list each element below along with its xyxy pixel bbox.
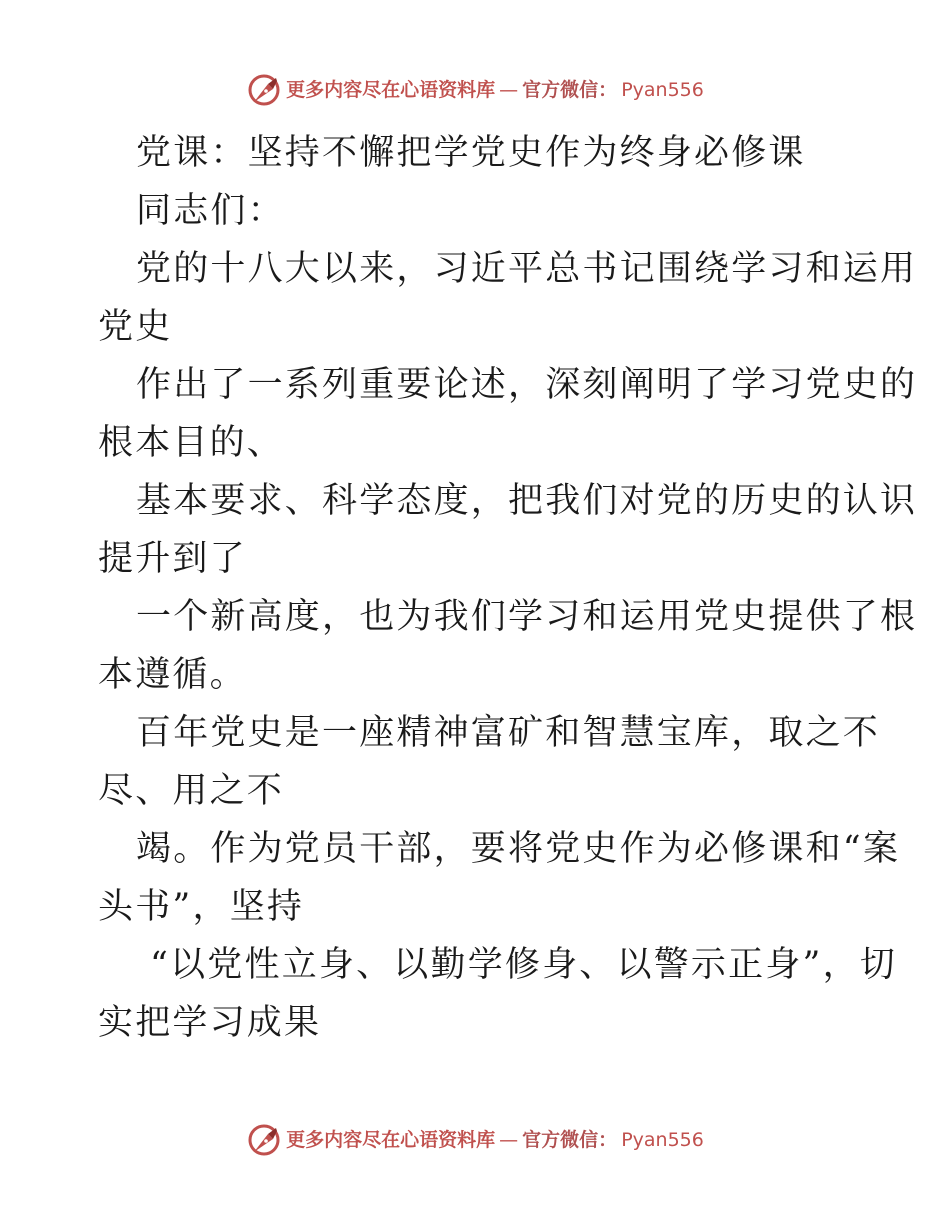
paragraph-line: 基本要求、科学态度，把我们对党的历史的认识 <box>136 481 918 521</box>
paragraph-line: 尽、用之不 <box>98 771 285 811</box>
banner-dash: — <box>499 79 519 101</box>
pen-logo-icon <box>246 1122 282 1158</box>
header-banner <box>0 70 950 110</box>
paragraph-line: 作出了一系列重要论述，深刻阐明了学习党史的 <box>136 365 918 405</box>
paragraph-line: 竭。作为党员干部，要将党史作为必修课和“案 <box>136 829 901 869</box>
banner-wechat-id: Pyan556 <box>621 1129 704 1151</box>
paragraph-line: 头书”，坚持 <box>98 887 305 927</box>
salutation: 同志们： <box>136 191 285 231</box>
banner-label: 官方微信： <box>522 79 618 101</box>
paragraph-line: 一个新高度，也为我们学习和运用党史提供了根 <box>136 597 918 637</box>
banner-wechat-id: Pyan556 <box>621 79 704 101</box>
document-title: 党课：坚持不懈把学党史作为终身必修课 <box>136 133 806 173</box>
paragraph-line: 党的十八大以来，习近平总书记围绕学习和运用 <box>136 249 918 289</box>
paragraph-line: 本遵循。 <box>98 655 247 695</box>
document-body <box>98 124 918 1052</box>
banner-dash: — <box>499 1129 519 1151</box>
banner-main-text: 更多内容尽在心语资料库 <box>286 1129 496 1151</box>
banner-label: 官方微信： <box>522 1129 618 1151</box>
footer-banner <box>0 1120 950 1160</box>
paragraph-line: 根本目的、 <box>98 423 285 463</box>
banner-main-text: 更多内容尽在心语资料库 <box>286 79 496 101</box>
paragraph-line: 提升到了 <box>98 539 247 579</box>
paragraph-line: 实把学习成果 <box>98 1003 322 1043</box>
paragraph-line: 百年党史是一座精神富矿和智慧宝库，取之不 <box>136 713 881 753</box>
pen-logo-icon <box>246 72 282 108</box>
paragraph-line: 党史 <box>98 307 173 347</box>
paragraph-line: “以党性立身、以勤学修身、以警示正身”，切 <box>150 945 897 985</box>
